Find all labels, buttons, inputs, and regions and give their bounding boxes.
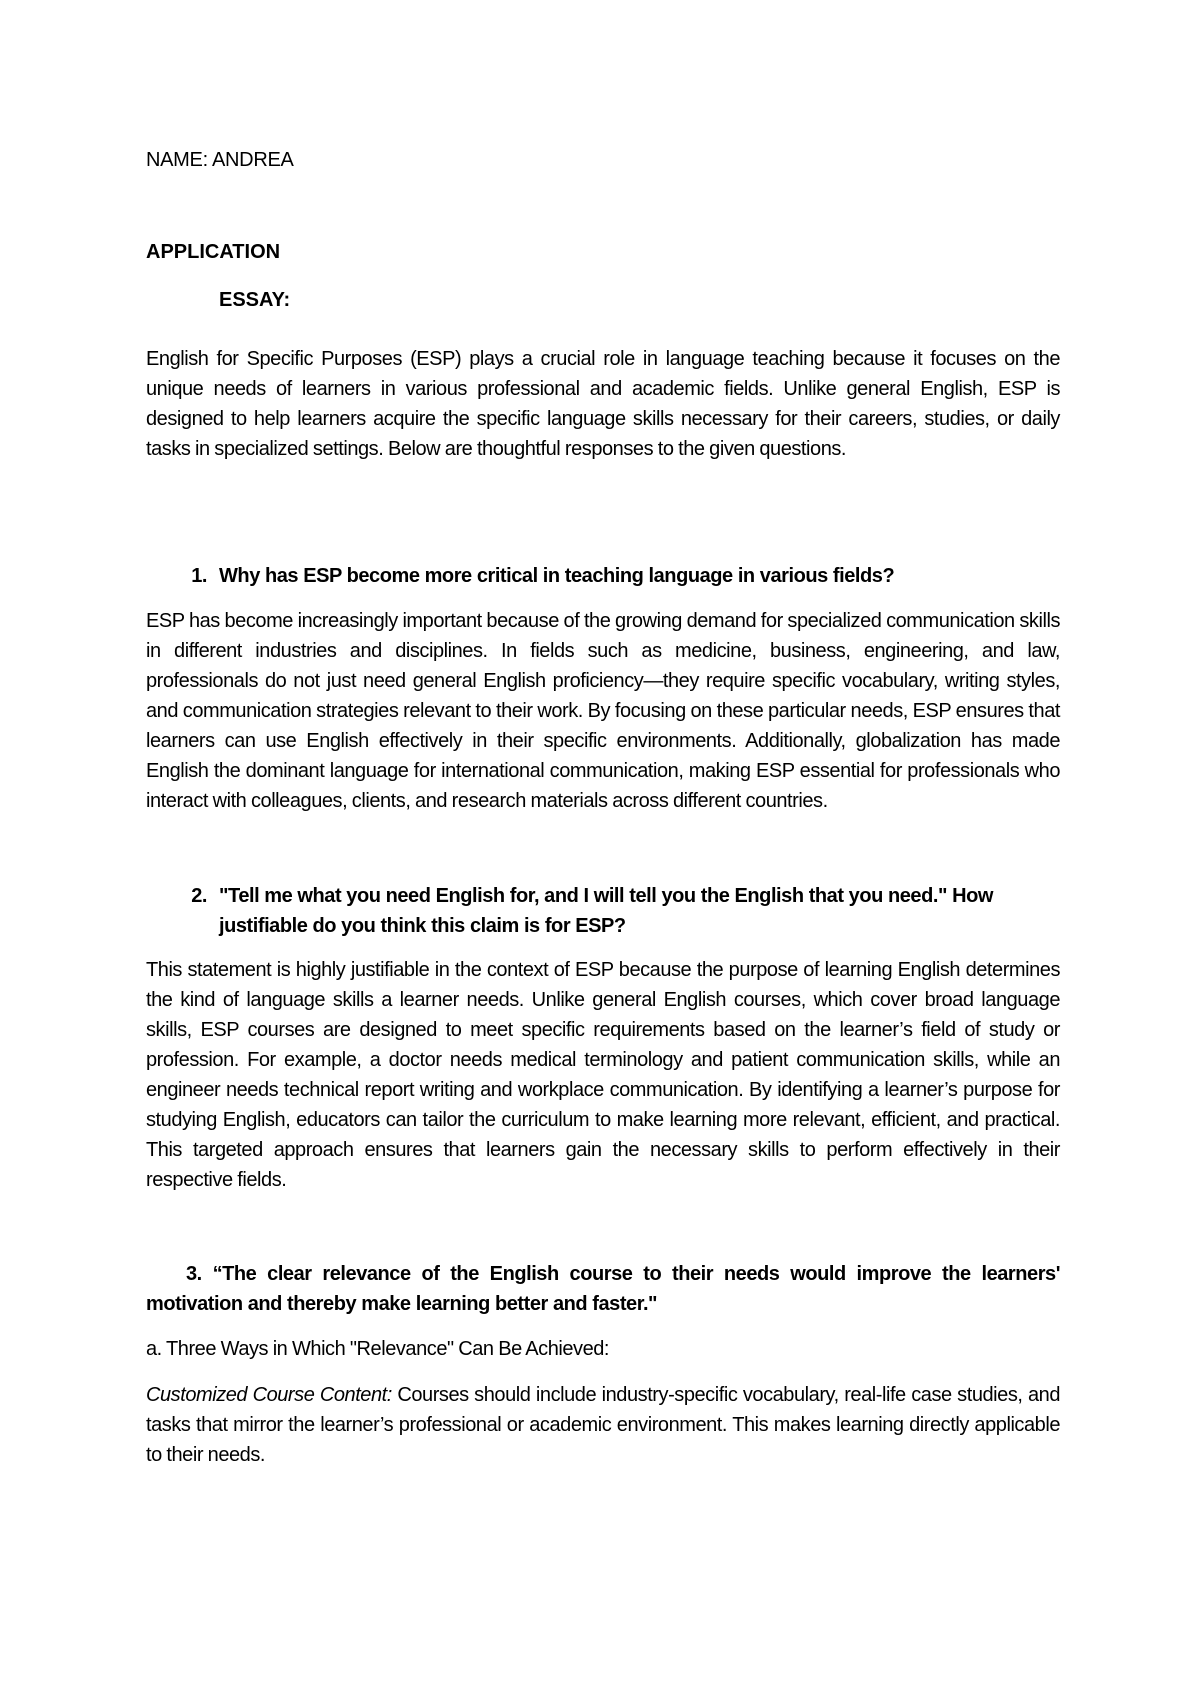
question-3-heading bbox=[146, 1259, 1060, 1319]
point-1-label: Customized Course Content: bbox=[146, 1384, 392, 1406]
question-1-answer: ESP has become increasingly important because of the growing demand for specialized communication skills in different industries and disciplines. In fields such as medicine, business, engineering, and law, professionals do not just need general English proficiency—they require specific vocabulary, writing styles, and communication strategies relevant to their work. By focusing on these particular needs, ESP ensures that learners can use English effectively in their specific environments. Additionally, globalization has made English the dominant language for international communication, making ESP essential for professionals who interact with colleagues, clients, and research materials across different countries. bbox=[146, 610, 1060, 812]
question-3-point-1 bbox=[146, 1380, 1060, 1470]
question-1-text: Why has ESP become more critical in teaching language in various fields? bbox=[219, 565, 895, 587]
question-2-text: "Tell me what you need English for, and I will tell you the English that you need." How justifiable do you think this claim is for ESP? bbox=[219, 885, 993, 937]
question-3-text: “The clear relevance of the English course to their needs would improve the learners' motivation and thereby make learning better and faster." bbox=[146, 1263, 1060, 1315]
point-1-text: Courses should include industry-specific vocabulary, real-life case studies, and tasks that mirror the learner’s professional or academic environment. This makes learning directly applicable to their needs. bbox=[146, 1384, 1060, 1466]
question-2-number: 2. bbox=[191, 885, 207, 907]
question-3-subheading: a. Three Ways in Which "Relevance" Can Be Achieved: bbox=[146, 1338, 610, 1360]
application-heading: APPLICATION bbox=[146, 241, 281, 263]
student-name-line: NAME: ANDREA bbox=[146, 149, 294, 171]
intro-paragraph: English for Specific Purposes (ESP) plays a crucial role in language teaching because it focuses on the unique needs of learners in various professional and academic fields. Unlike general English, ESP is designed to help learners acquire the specific language skills necessary for their careers, studies, or daily tasks in specialized settings. Below are thoughtful responses to the given questions. bbox=[146, 348, 1060, 460]
question-1-number: 1. bbox=[191, 565, 207, 587]
question-2-answer: This statement is highly justifiable in the context of ESP because the purpose of learning English determines the kind of language skills a learner needs. Unlike general English courses, which cover broad language skills, ESP courses are designed to meet specific requirements based on the learner’s field of study or profession. For example, a doctor needs medical terminology and patient communication skills, while an engineer needs technical report writing and workplace communication. By identifying a learner’s purpose for studying English, educators can tailor the curriculum to make learning more relevant, efficient, and practical. This targeted approach ensures that learners gain the necessary skills to perform effectively in their respective fields. bbox=[146, 959, 1060, 1191]
question-3-number: 3. bbox=[186, 1263, 202, 1285]
question-1-heading bbox=[146, 561, 1060, 591]
question-2-heading bbox=[146, 881, 1060, 941]
essay-heading: ESSAY: bbox=[219, 289, 291, 311]
